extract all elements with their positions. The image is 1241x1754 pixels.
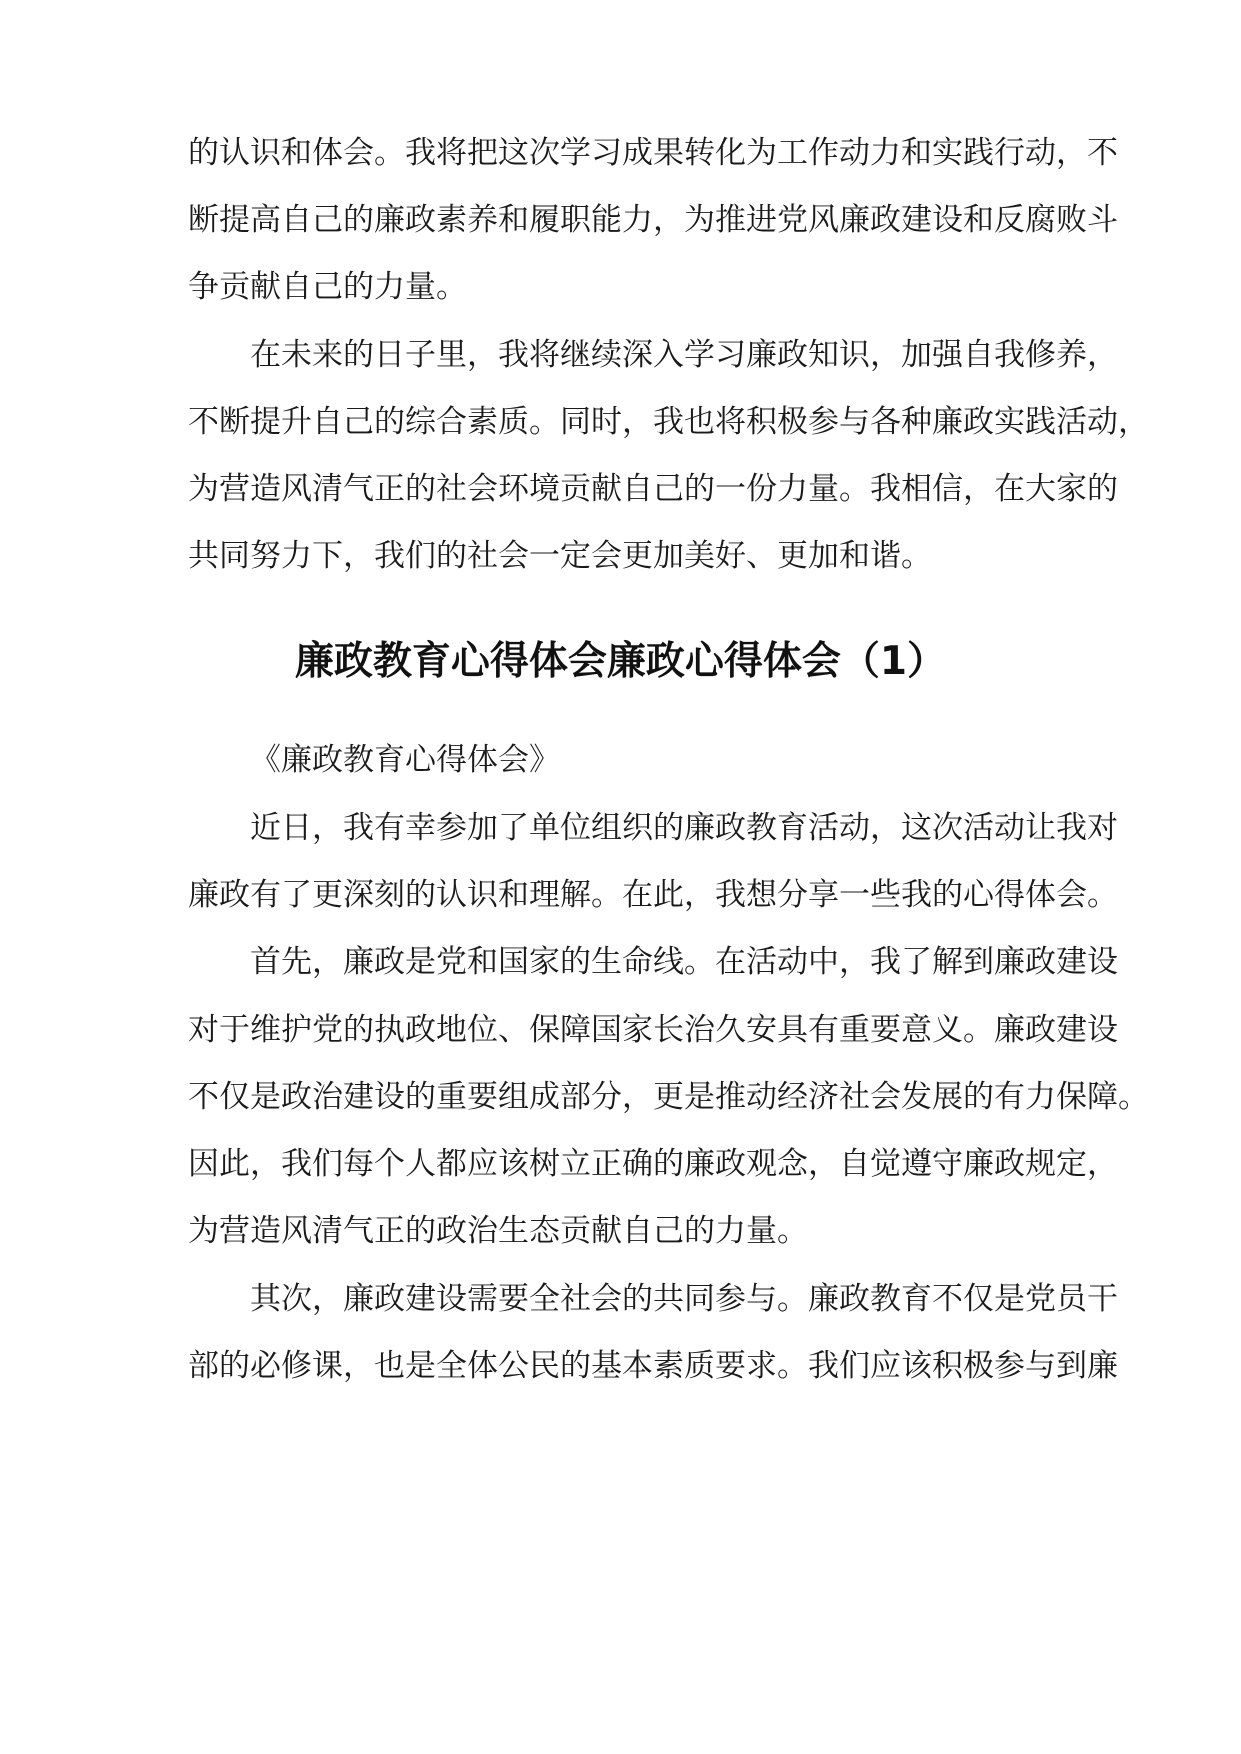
paragraph-line: 为营造风清气正的政治生态贡献自己的力量。 — [188, 1213, 808, 1249]
paragraph-line: 共同努力下，我们的社会一定会更加美好、更加和谐。 — [188, 538, 932, 574]
paragraph-line: 的认识和体会。我将把这次学习成果转化为工作动力和实践行动，不 — [188, 135, 1118, 171]
paragraph-line: 断提高自己的廉政素养和履职能力，为推进党风廉政建设和反腐败斗 — [188, 202, 1118, 238]
paragraph-line: 争贡献自己的力量。 — [188, 269, 467, 305]
paragraph-line: 为营造风清气正的社会环境贡献自己的一份力量。我相信，在大家的 — [188, 471, 1118, 507]
paragraph-line: 廉政有了更深刻的认识和理解。在此，我想分享一些我的心得体会。 — [188, 877, 1118, 913]
paragraph-line: 部的必修课，也是全体公民的基本素质要求。我们应该积极参与到廉 — [188, 1348, 1118, 1384]
paragraph-line: 不仅是政治建设的重要组成部分，更是推动经济社会发展的有力保障。 — [188, 1079, 1149, 1115]
essay-subtitle: 《廉政教育心得体会》 — [250, 742, 560, 778]
paragraph-line: 在未来的日子里，我将继续深入学习廉政知识，加强自我修养， — [250, 337, 1118, 373]
section-title: 廉政教育心得体会廉政心得体会（1） — [294, 639, 947, 684]
paragraph-line: 对于维护党的执政地位、保障国家长治久安具有重要意义。廉政建设 — [188, 1012, 1118, 1048]
paragraph-line: 首先，廉政是党和国家的生命线。在活动中，我了解到廉政建设 — [250, 944, 1118, 980]
paragraph-line: 不断提升自己的综合素质。同时，我也将积极参与各种廉政实践活动， — [188, 404, 1149, 440]
paragraph-line: 因此，我们每个人都应该树立正确的廉政观念，自觉遵守廉政规定， — [188, 1146, 1118, 1182]
paragraph-line: 其次，廉政建设需要全社会的共同参与。廉政教育不仅是党员干 — [250, 1281, 1118, 1317]
paragraph-line: 近日，我有幸参加了单位组织的廉政教育活动，这次活动让我对 — [250, 810, 1118, 846]
